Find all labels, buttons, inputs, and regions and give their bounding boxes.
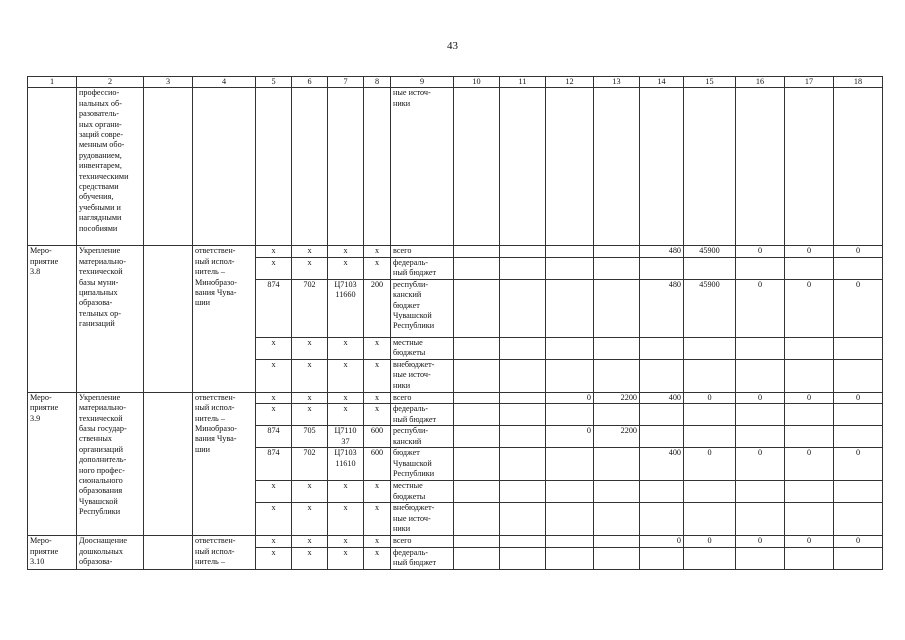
amount-col10 (454, 257, 500, 279)
cell-col5 (256, 88, 292, 246)
column-number: 8 (364, 77, 391, 88)
amount-col18 (834, 503, 883, 536)
amount-col16: 0 (736, 448, 785, 481)
amount-col18 (834, 337, 883, 359)
budget-code-col5: x (256, 392, 292, 403)
budget-code-col8: x (364, 337, 391, 359)
measure-label: Меро- приятие 3.10 (28, 536, 77, 569)
column-number: 2 (77, 77, 144, 88)
amount-col12 (546, 404, 594, 426)
amount-col15: 0 (684, 448, 736, 481)
amount-col10 (454, 536, 500, 547)
budget-code-col8: x (364, 246, 391, 257)
budget-code-col6: 702 (292, 448, 328, 481)
amount-col13: 2200 (594, 426, 640, 448)
budget-code-col6: x (292, 392, 328, 403)
amount-col10 (454, 448, 500, 481)
amount-col14: 400 (640, 448, 684, 481)
column-number: 13 (594, 77, 640, 88)
measure-name: профессио- нальных об- разователь- ных органи- заций совре- менным обо- рудованием, инвентарем, техническими средствами обучения, учебными и наглядными пособиями (77, 88, 144, 246)
budget-code-col6: x (292, 481, 328, 503)
measure-executor: ответствен- ный испол- нитель – Минобразо- вания Чува- шии (193, 246, 256, 392)
amount-col15 (684, 257, 736, 279)
budget-code-col8: x (364, 481, 391, 503)
amount-col18 (834, 426, 883, 448)
budget-code-col5: 874 (256, 426, 292, 448)
amount-col14 (640, 503, 684, 536)
column-number-row (28, 77, 883, 88)
amount-col12 (546, 257, 594, 279)
funding-source: всего (391, 536, 454, 547)
amount-col16 (736, 426, 785, 448)
amount-col15: 0 (684, 392, 736, 403)
column-number: 18 (834, 77, 883, 88)
measure-label: Меро- приятие 3.8 (28, 246, 77, 392)
amount-col14 (640, 481, 684, 503)
amount-col11 (500, 426, 546, 448)
table-row (28, 392, 883, 403)
amount-col17: 0 (785, 392, 834, 403)
column-number: 17 (785, 77, 834, 88)
budget-code-col7: x (328, 536, 364, 547)
amount-col11 (500, 257, 546, 279)
budget-code-col7: x (328, 246, 364, 257)
measure-executor: ответствен- ный испол- нитель – Минобразо- вания Чува- шии (193, 392, 256, 535)
budget-code-col8: x (364, 503, 391, 536)
amount-col12 (546, 359, 594, 392)
budget-code-col5: x (256, 337, 292, 359)
amount-col10 (454, 503, 500, 536)
amount-col14: 400 (640, 392, 684, 403)
budget-code-col5: x (256, 536, 292, 547)
budget-code-col7: x (328, 392, 364, 403)
funding-source: федераль- ный бюджет (391, 547, 454, 569)
budget-code-col5: 874 (256, 448, 292, 481)
measure-label: Меро- приятие 3.9 (28, 392, 77, 535)
table-row (28, 536, 883, 547)
amount-col11 (500, 359, 546, 392)
amount-col12 (546, 246, 594, 257)
budget-code-col5: x (256, 404, 292, 426)
amount-col13 (594, 448, 640, 481)
amount-col16: 0 (736, 536, 785, 547)
budget-code-col6: 705 (292, 426, 328, 448)
budget-code-col7: x (328, 503, 364, 536)
cell-col6 (292, 88, 328, 246)
budget-code-col5: x (256, 503, 292, 536)
amount-col13 (594, 547, 640, 569)
amount-col17: 0 (785, 536, 834, 547)
amount-col14 (640, 547, 684, 569)
amount-col15: 45900 (684, 279, 736, 337)
cell-col7 (328, 88, 364, 246)
amount-col13 (594, 359, 640, 392)
amount-col12 (546, 547, 594, 569)
page-number: 43 (447, 40, 458, 52)
amount-col13 (594, 257, 640, 279)
amount-col10 (454, 246, 500, 257)
budget-code-col5: x (256, 359, 292, 392)
budget-code-col8: x (364, 392, 391, 403)
amount-col14: 480 (640, 279, 684, 337)
amount-col15 (684, 426, 736, 448)
amount-col17: 0 (785, 448, 834, 481)
amount-col18 (834, 481, 883, 503)
funding-source: всего (391, 246, 454, 257)
amount-col13 (594, 246, 640, 257)
budget-code-col8: x (364, 547, 391, 569)
column-number: 16 (736, 77, 785, 88)
amount-col17 (785, 426, 834, 448)
funding-source: бюджет Чувашской Республики (391, 448, 454, 481)
amount-col18: 0 (834, 279, 883, 337)
amount-col17 (785, 257, 834, 279)
budget-code-col7: x (328, 337, 364, 359)
budget-code-col7: x (328, 257, 364, 279)
amount-col12 (546, 481, 594, 503)
amount-col15 (684, 359, 736, 392)
amount-col17: 0 (785, 279, 834, 337)
column-number: 1 (28, 77, 77, 88)
amount-col15 (684, 547, 736, 569)
amount-col12: 0 (546, 392, 594, 403)
column-number: 3 (144, 77, 193, 88)
budget-code-col8: x (364, 359, 391, 392)
amount-col18: 0 (834, 392, 883, 403)
amount-col14: 480 (640, 246, 684, 257)
funding-source: республи- канский (391, 426, 454, 448)
amount-col15 (684, 503, 736, 536)
amount-col16 (736, 404, 785, 426)
budget-code-col8: x (364, 404, 391, 426)
funding-source: федераль- ный бюджет (391, 404, 454, 426)
amount-col14 (640, 426, 684, 448)
cell-col3 (144, 392, 193, 535)
amount-col17 (785, 481, 834, 503)
budget-code-col6: x (292, 359, 328, 392)
amount-col16: 0 (736, 246, 785, 257)
amount-col16: 0 (736, 392, 785, 403)
funding-source: местные бюджеты (391, 337, 454, 359)
amount-col12 (546, 279, 594, 337)
amount-col16: 0 (736, 279, 785, 337)
budget-code-col6: x (292, 257, 328, 279)
budget-code-col7: x (328, 547, 364, 569)
amount-col11 (500, 337, 546, 359)
amount-col14 (640, 359, 684, 392)
budget-code-col6: x (292, 337, 328, 359)
amount-col16 (736, 337, 785, 359)
budget-code-col6: x (292, 404, 328, 426)
budget-code-col6: x (292, 547, 328, 569)
cell-col8 (364, 88, 391, 246)
budget-code-col5: 874 (256, 279, 292, 337)
budget-code-col7: x (328, 359, 364, 392)
budget-table (27, 76, 883, 570)
amount-col18 (834, 257, 883, 279)
amount-col11 (500, 279, 546, 337)
column-number: 15 (684, 77, 736, 88)
amount-col17 (785, 503, 834, 536)
table-row (28, 88, 883, 246)
amount-col18 (834, 547, 883, 569)
budget-code-col7: x (328, 481, 364, 503)
budget-code-col6: x (292, 503, 328, 536)
column-number: 9 (391, 77, 454, 88)
amount-col13 (594, 536, 640, 547)
amount-col10 (454, 547, 500, 569)
column-number: 10 (454, 77, 500, 88)
amount-col10 (454, 392, 500, 403)
amount-col16 (736, 257, 785, 279)
amount-col15 (684, 404, 736, 426)
amount-col14 (640, 404, 684, 426)
amount-col16 (736, 547, 785, 569)
budget-code-col8: 200 (364, 279, 391, 337)
budget-code-col7: x (328, 404, 364, 426)
amount-col13 (594, 404, 640, 426)
amount-col12 (546, 536, 594, 547)
amount-col10 (454, 426, 500, 448)
column-number: 12 (546, 77, 594, 88)
table-row (28, 246, 883, 257)
amount-col15: 0 (684, 536, 736, 547)
amount-col11 (500, 392, 546, 403)
amount-col10 (454, 481, 500, 503)
budget-code-col5: x (256, 257, 292, 279)
measure-executor: ответствен- ный испол- нитель – (193, 536, 256, 569)
cell-col1 (28, 88, 77, 246)
amount-col11 (500, 404, 546, 426)
budget-code-col8: 600 (364, 426, 391, 448)
funding-source: федераль- ный бюджет (391, 257, 454, 279)
budget-code-col5: x (256, 481, 292, 503)
amount-col12 (546, 337, 594, 359)
budget-code-col7: Ц7103 11610 (328, 448, 364, 481)
column-number: 11 (500, 77, 546, 88)
amount-col10 (454, 279, 500, 337)
amount-col17 (785, 547, 834, 569)
budget-code-col7: Ц7103 11660 (328, 279, 364, 337)
cell-col3 (144, 246, 193, 392)
amount-col17 (785, 404, 834, 426)
cell-col3 (144, 536, 193, 569)
amount-col11 (500, 481, 546, 503)
budget-code-col7: Ц7110 37 (328, 426, 364, 448)
amount-col13 (594, 337, 640, 359)
amount-col17: 0 (785, 246, 834, 257)
budget-code-col6: x (292, 246, 328, 257)
amount-col13 (594, 503, 640, 536)
funding-source: местные бюджеты (391, 481, 454, 503)
amount-col12 (546, 503, 594, 536)
funding-source: ные источ- ники (391, 88, 454, 246)
funding-source: внебюджет- ные источ- ники (391, 359, 454, 392)
amount-col12: 0 (546, 426, 594, 448)
budget-code-col8: x (364, 257, 391, 279)
amount-col18: 0 (834, 536, 883, 547)
funding-source: всего (391, 392, 454, 403)
column-number: 6 (292, 77, 328, 88)
amount-col10 (454, 404, 500, 426)
amount-col17 (785, 337, 834, 359)
cell-col4 (193, 88, 256, 246)
budget-code-col6: 702 (292, 279, 328, 337)
amount-col16 (736, 481, 785, 503)
column-number: 5 (256, 77, 292, 88)
amount-col16 (736, 359, 785, 392)
amount-col18: 0 (834, 448, 883, 481)
amount-col14: 0 (640, 536, 684, 547)
amount-col14 (640, 257, 684, 279)
amount-col11 (500, 503, 546, 536)
cell-col3 (144, 88, 193, 246)
amount-col11 (500, 547, 546, 569)
amount-col17 (785, 359, 834, 392)
amount-col15 (684, 337, 736, 359)
measure-name: Укрепление материально- технической базы муни- ципальных образова- тельных ор- ганизаций (77, 246, 144, 392)
amount-col12 (546, 448, 594, 481)
amount-col14 (640, 337, 684, 359)
budget-code-col8: 600 (364, 448, 391, 481)
amount-col11 (500, 246, 546, 257)
column-number: 7 (328, 77, 364, 88)
amount-col11 (500, 448, 546, 481)
column-number: 4 (193, 77, 256, 88)
measure-name: Дооснащение дошкольных образова- (77, 536, 144, 569)
amount-col18 (834, 404, 883, 426)
amount-col13: 2200 (594, 392, 640, 403)
column-number: 14 (640, 77, 684, 88)
amount-col13 (594, 279, 640, 337)
budget-code-col6: x (292, 536, 328, 547)
budget-code-col5: x (256, 246, 292, 257)
budget-code-col5: x (256, 547, 292, 569)
amount-col10 (454, 359, 500, 392)
amount-col16 (736, 503, 785, 536)
amount-col18: 0 (834, 246, 883, 257)
funding-source: республи- канский бюджет Чувашской Республики (391, 279, 454, 337)
amount-col15: 45900 (684, 246, 736, 257)
amount-col18 (834, 359, 883, 392)
funding-source: внебюджет- ные источ- ники (391, 503, 454, 536)
measure-name: Укрепление материально- технической базы государ- ственных организаций дополнитель- ного профес- сионального образования Чувашской Республики (77, 392, 144, 535)
amount-col13 (594, 481, 640, 503)
budget-code-col8: x (364, 536, 391, 547)
amount-col15 (684, 481, 736, 503)
amount-col11 (500, 536, 546, 547)
amount-col10 (454, 337, 500, 359)
